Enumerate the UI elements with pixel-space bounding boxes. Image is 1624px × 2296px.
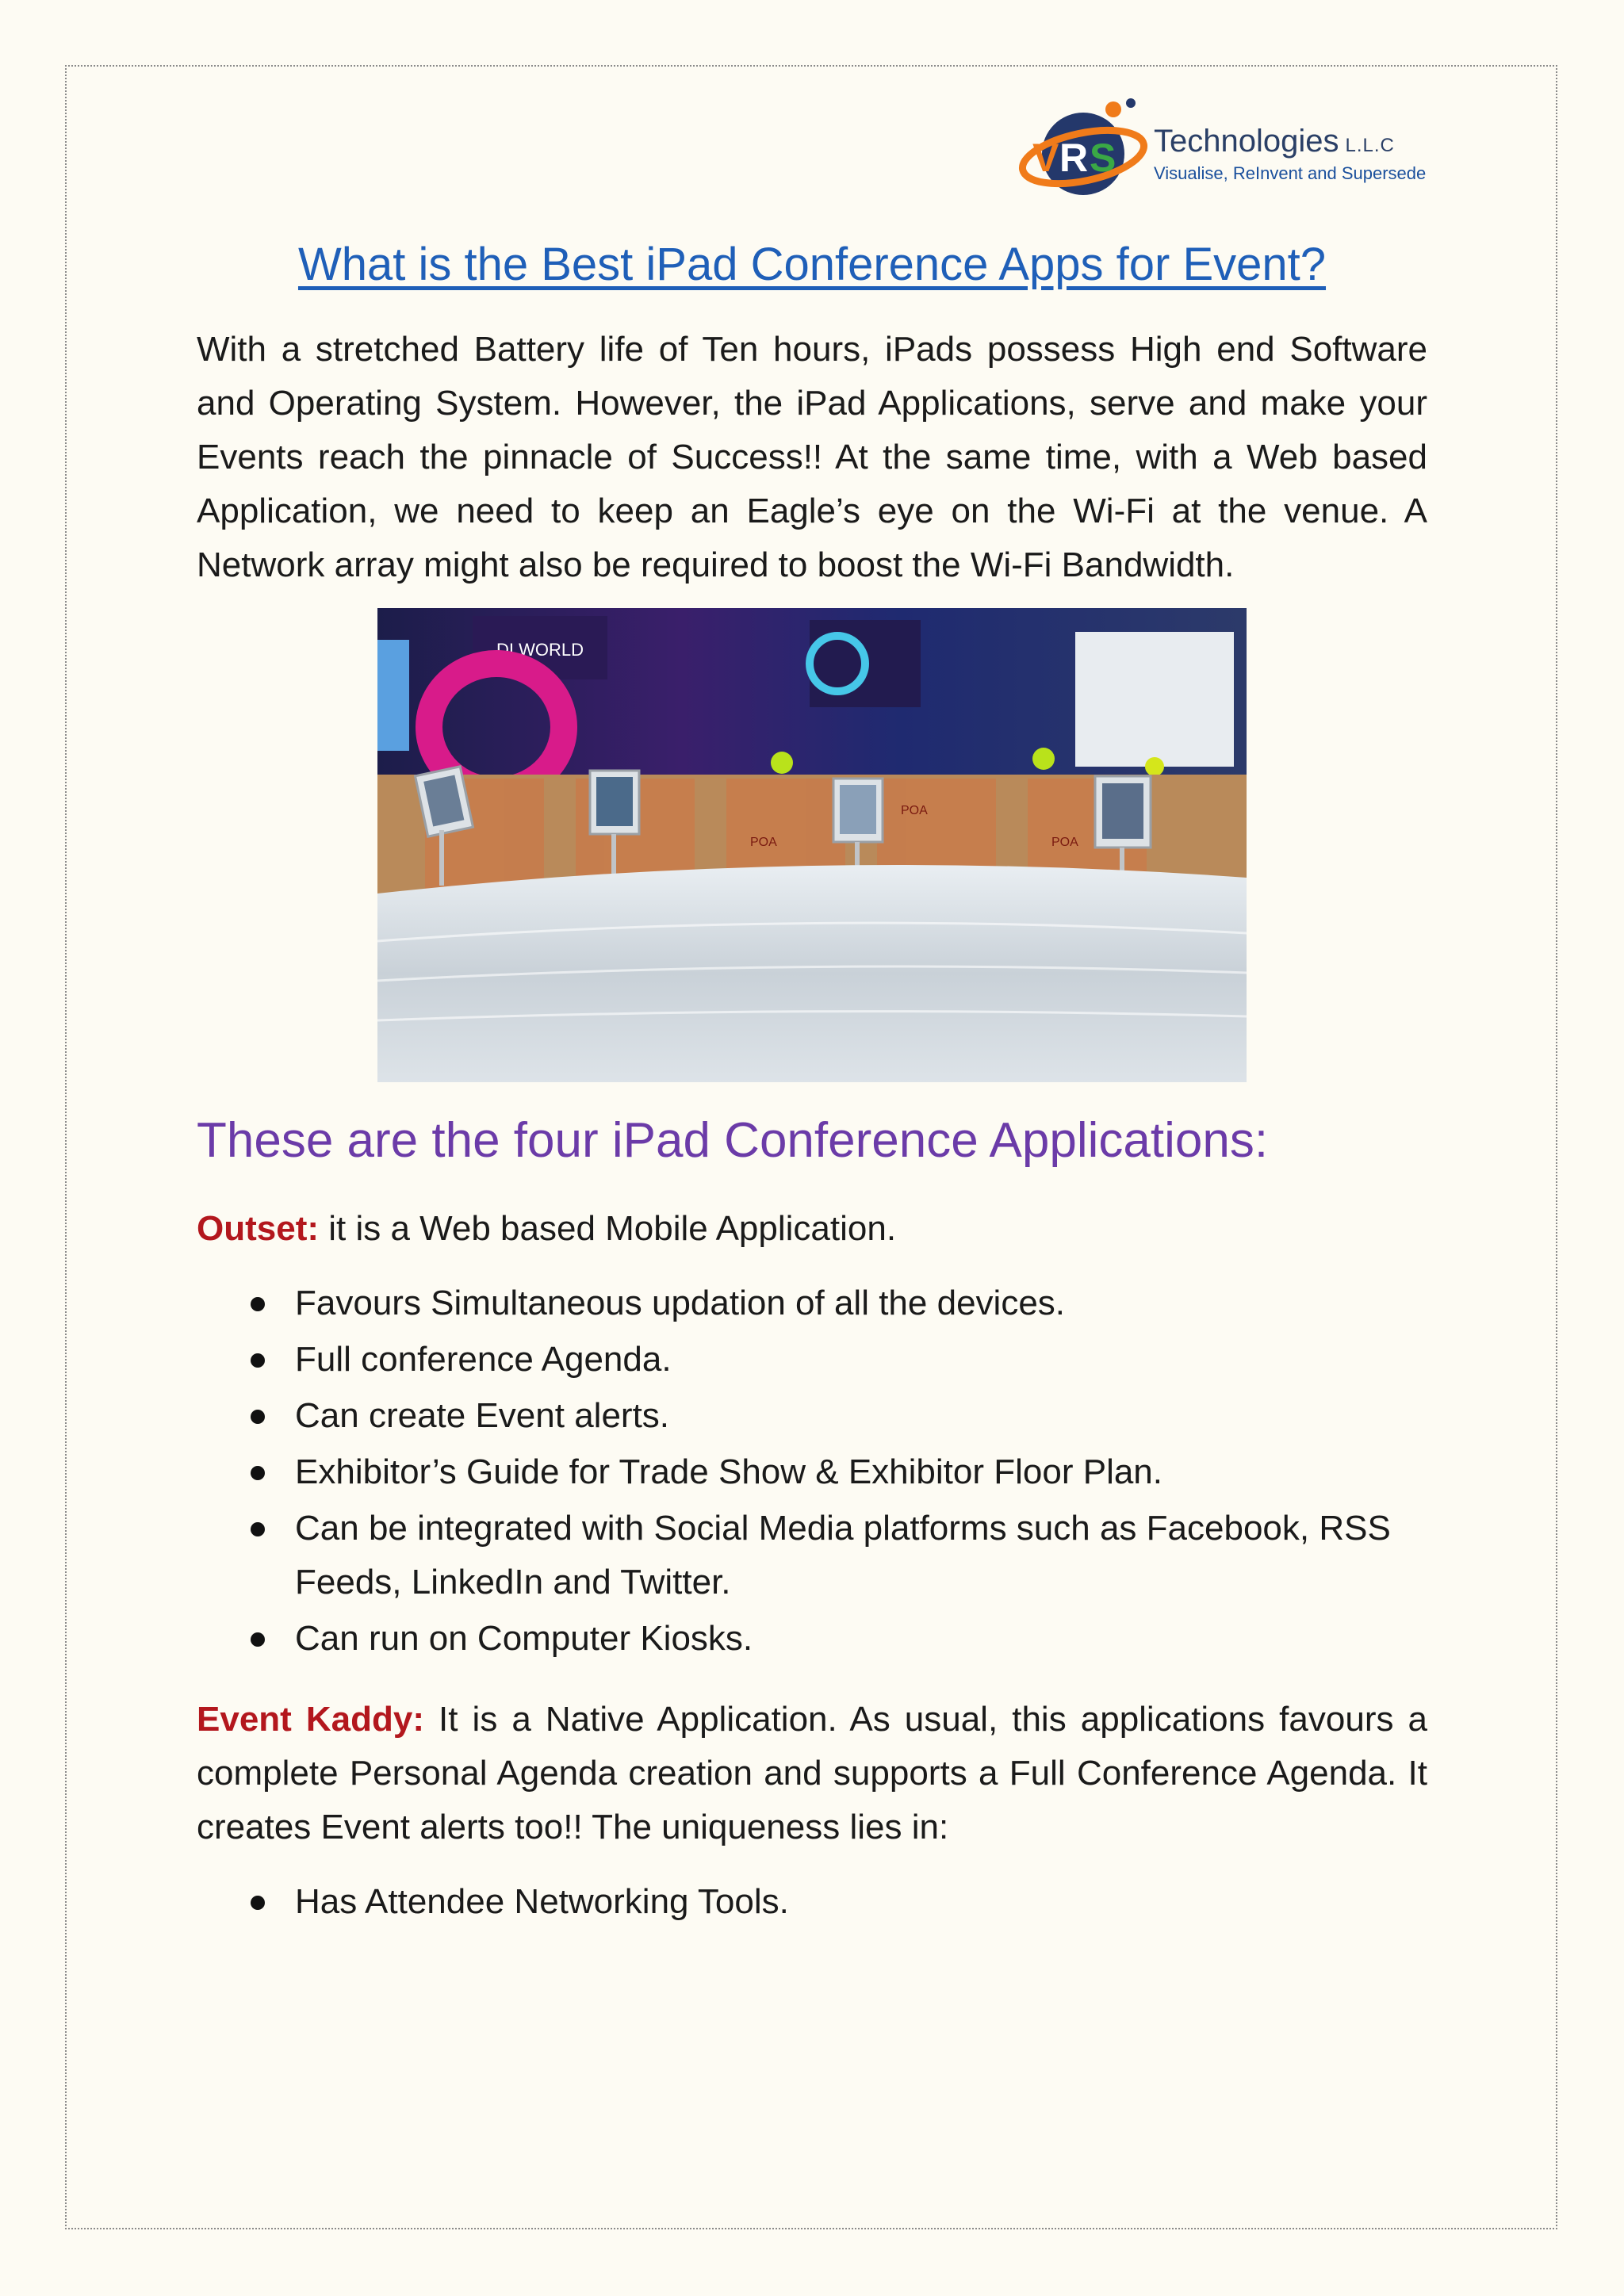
svg-text:R: R bbox=[1059, 136, 1089, 180]
app-outset-name: Outset: bbox=[197, 1209, 319, 1248]
list-item: Exhibitor’s Guide for Trade Show & Exhibitor Floor Plan. bbox=[295, 1445, 1427, 1499]
app-outset-intro bbox=[197, 1202, 1427, 1256]
bullet-icon bbox=[251, 1353, 265, 1368]
section-heading: These are the four iPad Conference Applications: bbox=[197, 1113, 1269, 1168]
svg-text:S: S bbox=[1090, 136, 1116, 180]
intro-paragraph: With a stretched Battery life of Ten hours, iPads possess High end Software and Operating System. However, the iPad Applications, serve and make your Events reach the pinnacle of Success!! At the same time, with a Web based Application, we need to keep an Eagle’s eye on the Wi-Fi at the venue. A Network array might also be required to boost the Wi-Fi Bandwidth. bbox=[197, 330, 1427, 584]
document-body bbox=[197, 238, 1427, 1931]
bullet-icon bbox=[251, 1297, 265, 1311]
kiosk-photo bbox=[377, 608, 1247, 1082]
outset-feature-list bbox=[197, 1276, 1427, 1666]
page-title[interactable]: What is the Best iPad Conference Apps for Event? bbox=[297, 239, 1327, 290]
logo-llc-suffix: L.L.C bbox=[1345, 135, 1395, 156]
company-logo bbox=[1015, 94, 1427, 212]
logo-company-name: Technologies L.L.C bbox=[1154, 124, 1395, 159]
list-item: Can create Event alerts. bbox=[295, 1389, 1427, 1443]
list-item: Favours Simultaneous updation of all the devices. bbox=[295, 1276, 1427, 1330]
logo-tagline: Visualise, ReInvent and Supersede bbox=[1154, 163, 1427, 183]
app-outset-description: it is a Web based Mobile Application. bbox=[319, 1209, 897, 1248]
ipad-kiosk-image bbox=[377, 608, 1247, 1082]
bullet-icon bbox=[251, 1632, 265, 1647]
event-kaddy-feature-list bbox=[197, 1875, 1427, 1929]
svg-text:V: V bbox=[1032, 136, 1059, 180]
list-item: Can run on Computer Kiosks. bbox=[295, 1612, 1427, 1666]
bullet-icon bbox=[251, 1466, 265, 1480]
bullet-icon bbox=[251, 1410, 265, 1424]
list-item: Has Attendee Networking Tools. bbox=[295, 1875, 1427, 1929]
list-item: Can be integrated with Social Media platforms such as Facebook, RSS Feeds, LinkedIn and Twitter. bbox=[295, 1502, 1427, 1609]
svg-text:POA: POA bbox=[901, 804, 928, 817]
svg-text:POA: POA bbox=[1051, 836, 1078, 849]
bullet-icon bbox=[251, 1896, 265, 1910]
svg-text:POA: POA bbox=[750, 836, 777, 849]
list-item: Full conference Agenda. bbox=[295, 1333, 1427, 1387]
app-event-kaddy-name: Event Kaddy: bbox=[197, 1700, 424, 1739]
app-event-kaddy-description: It is a Native Application. As usual, this applications favours a complete Personal Agenda creation and supports a Full Conference Agenda. It creates Event alerts too!! The uniqueness lies in: bbox=[197, 1700, 1427, 1846]
bullet-icon bbox=[251, 1522, 265, 1536]
svg-text:DI WORLD: DI WORLD bbox=[496, 640, 584, 660]
app-event-kaddy-intro bbox=[197, 1693, 1427, 1854]
vrs-globe-logo-icon bbox=[1015, 94, 1150, 212]
